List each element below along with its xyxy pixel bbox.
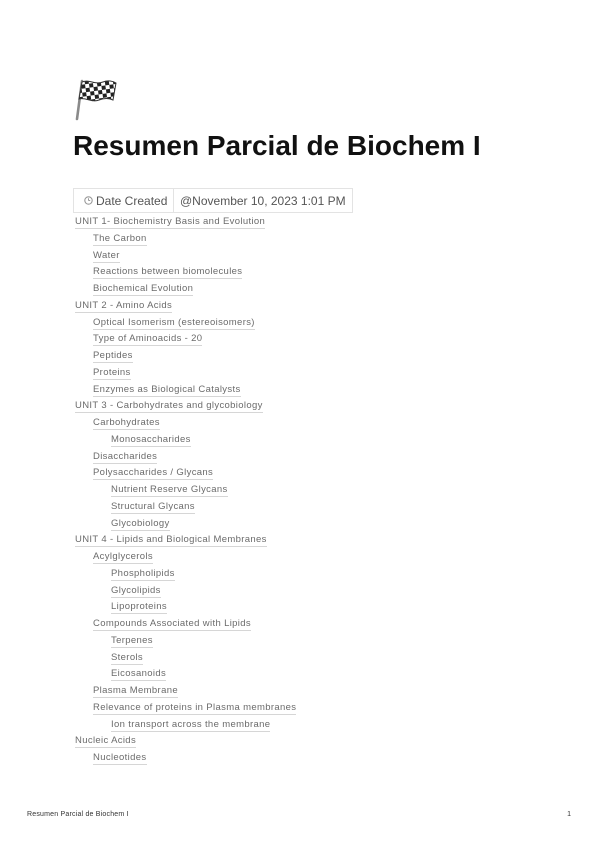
toc-link[interactable]: Type of Aminoacids - 20 (93, 333, 203, 345)
toc-link[interactable]: UNIT 2 - Amino Acids (75, 299, 173, 311)
toc-item (0, 566, 600, 583)
footer-title: Resumen Parcial de Biochem I (27, 811, 129, 818)
toc-item (0, 214, 600, 231)
page-title: Resumen Parcial de Biochem I (73, 130, 481, 161)
toc-item (0, 583, 600, 600)
toc-link[interactable]: Enzymes as Biological Catalysts (93, 383, 241, 395)
toc-item (0, 516, 600, 533)
toc-link[interactable]: Glycolipids (111, 584, 161, 596)
property-name-cell (74, 189, 174, 212)
toc-link[interactable]: Disaccharides (93, 450, 158, 462)
toc-link[interactable]: Biochemical Evolution (93, 283, 194, 294)
toc-item (0, 532, 600, 549)
table-of-contents (0, 214, 600, 767)
toc-link[interactable]: Compounds Associated with Lipids (93, 618, 252, 629)
checkered-flag-icon (72, 78, 118, 121)
toc-item (0, 449, 600, 466)
toc-link[interactable]: Terpenes (111, 634, 153, 646)
property-name: Date Created (96, 193, 168, 208)
toc-item (0, 331, 600, 348)
toc-item (0, 415, 600, 432)
toc-link[interactable]: Optical Isomerism (estereoisomers) (93, 316, 255, 328)
toc-link[interactable]: UNIT 3 - Carbohydrates and glycobiology (75, 400, 263, 412)
toc-link[interactable]: Nutrient Reserve Glycans (111, 484, 228, 495)
toc-link[interactable]: Monosaccharides (111, 433, 191, 445)
toc-link[interactable]: The Carbon (93, 232, 147, 244)
toc-item (0, 666, 600, 683)
toc-item (0, 750, 600, 767)
toc-item (0, 348, 600, 365)
toc-link[interactable]: Eicosanoids (111, 668, 167, 680)
toc-link[interactable]: Proteins (93, 366, 131, 378)
toc-item (0, 264, 600, 281)
toc-item (0, 683, 600, 700)
toc-item (0, 633, 600, 650)
toc-item (0, 315, 600, 332)
toc-link[interactable]: Polysaccharides / Glycans (93, 467, 214, 479)
property-value-cell (174, 189, 352, 212)
toc-link[interactable]: Nucleic Acids (75, 735, 137, 747)
toc-link[interactable]: Structural Glycans (111, 500, 195, 512)
toc-link[interactable]: Relevance of proteins in Plasma membranes (93, 701, 297, 713)
toc-item (0, 365, 600, 382)
clock-icon (84, 196, 93, 205)
properties-table (73, 188, 353, 213)
toc-link[interactable]: Lipoproteins (111, 601, 167, 613)
toc-link[interactable]: Reactions between biomolecules (93, 266, 243, 278)
toc-item (0, 549, 600, 566)
toc-item (0, 248, 600, 265)
toc-link[interactable]: Plasma Membrane (93, 685, 178, 696)
toc-link[interactable]: Water (93, 249, 120, 261)
toc-link[interactable]: UNIT 1- Biochemistry Basis and Evolution (75, 216, 266, 227)
toc-item (0, 465, 600, 482)
toc-item (0, 432, 600, 449)
toc-item (0, 499, 600, 516)
toc-item (0, 733, 600, 750)
date-created-value: @November 10, 2023 1:01 PM (180, 193, 346, 208)
toc-item (0, 599, 600, 616)
toc-link[interactable]: Sterols (111, 651, 144, 663)
toc-link[interactable]: Nucleotides (93, 752, 147, 763)
toc-link[interactable]: Acylglycerols (93, 551, 153, 562)
toc-item (0, 700, 600, 717)
toc-link[interactable]: Ion transport across the membrane (111, 718, 271, 730)
toc-item (0, 231, 600, 248)
toc-item (0, 650, 600, 667)
toc-item (0, 482, 600, 499)
toc-item (0, 717, 600, 734)
toc-link[interactable]: Phospholipids (111, 567, 175, 579)
toc-item (0, 298, 600, 315)
toc-item (0, 281, 600, 298)
toc-link[interactable]: Carbohydrates (93, 417, 160, 428)
toc-item (0, 616, 600, 633)
toc-link[interactable]: UNIT 4 - Lipids and Biological Membranes (75, 534, 267, 546)
toc-item (0, 398, 600, 415)
page-number: 1 (567, 811, 571, 818)
toc-link[interactable]: Glycobiology (111, 517, 170, 529)
toc-link[interactable]: Peptides (93, 350, 133, 361)
toc-item (0, 382, 600, 399)
